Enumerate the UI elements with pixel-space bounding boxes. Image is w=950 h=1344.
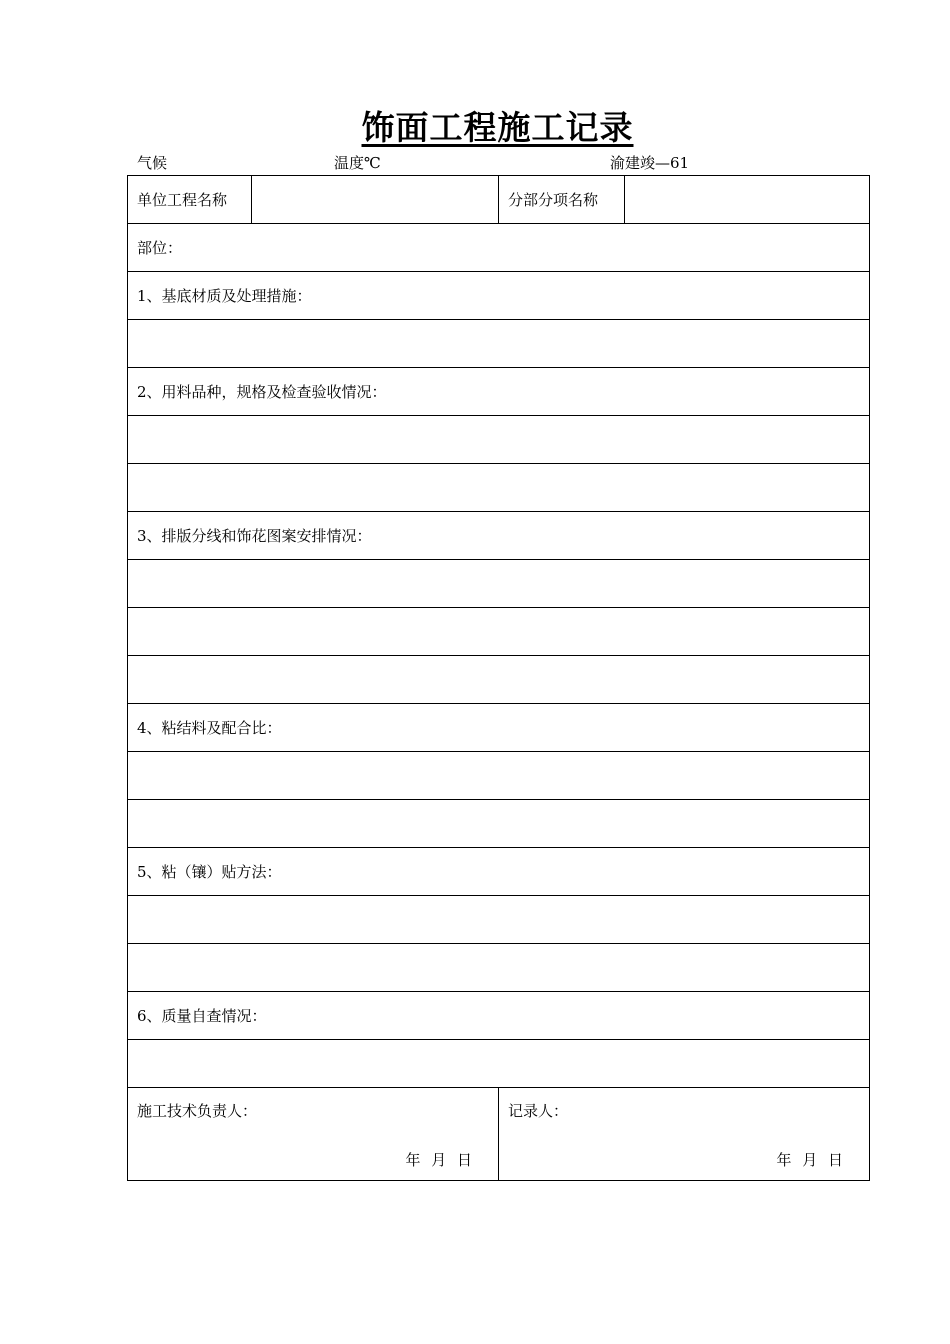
unit-project-label: 单位工程名称 bbox=[128, 176, 252, 224]
tech-lead-date: 年 月 日 bbox=[405, 1151, 472, 1169]
section-4-entry[interactable] bbox=[128, 800, 870, 848]
form-code: 渝建竣—61 bbox=[610, 154, 690, 172]
section-2-heading: 2、用料品种，规格及检查验收情况： bbox=[128, 368, 870, 416]
section-6-entry[interactable] bbox=[128, 1040, 870, 1088]
section-1-heading: 1、基底材质及处理措施： bbox=[128, 272, 870, 320]
section-5-heading: 5、粘（镶）贴方法： bbox=[128, 848, 870, 896]
location-field[interactable]: 部位： bbox=[128, 224, 870, 272]
tech-lead-signature-cell[interactable] bbox=[128, 1088, 499, 1181]
recorder-signature-cell[interactable] bbox=[499, 1088, 870, 1181]
section-5-entry[interactable] bbox=[128, 944, 870, 992]
sub-item-field[interactable] bbox=[625, 176, 870, 224]
page-title: 饰面工程施工记录 bbox=[361, 108, 634, 147]
section-4-heading: 4、粘结料及配合比： bbox=[128, 704, 870, 752]
header-row bbox=[128, 176, 870, 224]
section-5-entry[interactable] bbox=[128, 896, 870, 944]
temperature-label: 温度℃ bbox=[334, 154, 381, 172]
tech-lead-label: 施工技术负责人： bbox=[137, 1102, 258, 1120]
section-3-entry[interactable] bbox=[128, 608, 870, 656]
weather-label: 气候 bbox=[137, 154, 168, 172]
recorder-label: 记录人： bbox=[508, 1102, 569, 1120]
sub-item-label: 分部分项名称 bbox=[499, 176, 625, 224]
section-2-entry[interactable] bbox=[128, 464, 870, 512]
section-6-heading: 6、质量自查情况： bbox=[128, 992, 870, 1040]
section-4-entry[interactable] bbox=[128, 752, 870, 800]
section-3-heading: 3、排版分线和饰花图案安排情况： bbox=[128, 512, 870, 560]
record-form-table bbox=[127, 175, 870, 1181]
section-2-entry[interactable] bbox=[128, 416, 870, 464]
signature-row bbox=[128, 1088, 870, 1181]
section-3-entry[interactable] bbox=[128, 656, 870, 704]
section-3-entry[interactable] bbox=[128, 560, 870, 608]
section-1-entry[interactable] bbox=[128, 320, 870, 368]
unit-project-field[interactable] bbox=[252, 176, 499, 224]
recorder-date: 年 月 日 bbox=[776, 1151, 843, 1169]
